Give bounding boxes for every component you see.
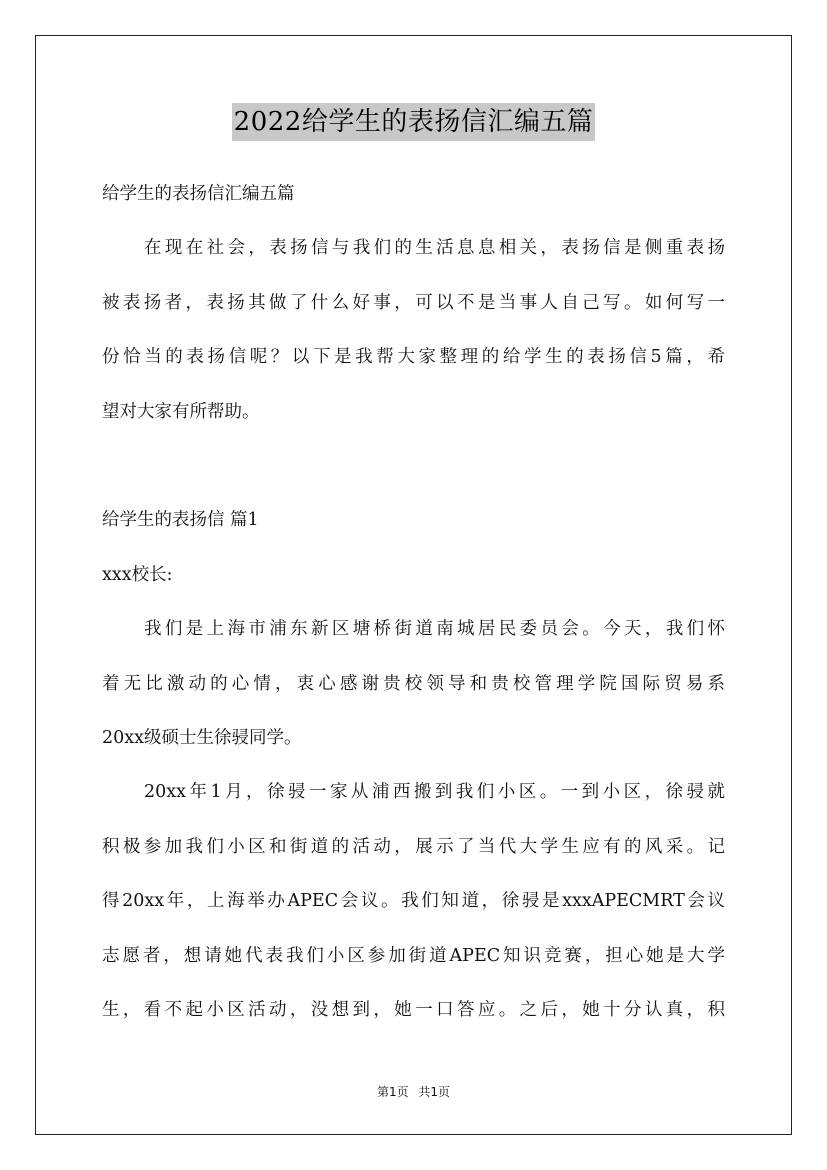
intro-line: 份恰当的表扬信呢？以下是我帮大家整理的给学生的表扬信5篇，希 <box>102 347 725 367</box>
page-number: 第1页 <box>376 1085 409 1099</box>
page-total: 共1页 <box>418 1085 451 1099</box>
body-line: 着无比激动的心情，衷心感谢贵校领导和贵校管理学院国际贸易系 <box>102 674 725 694</box>
subtitle: 给学生的表扬信汇编五篇 <box>102 184 295 204</box>
document-title: 2022给学生的表扬信汇编五篇 <box>232 103 596 141</box>
body-line: 我们是上海市浦东新区塘桥街道南城居民委员会。今天，我们怀 <box>144 619 725 639</box>
body-line: 积极参加我们小区和街道的活动，展示了当代大学生应有的风采。记 <box>102 837 725 857</box>
intro-line: 被表扬者，表扬其做了什么好事，可以不是当事人自己写。如何写一 <box>102 293 725 313</box>
body-line: 得20xx年，上海举办APEC会议。我们知道，徐骎是xxxAPECMRT会议 <box>102 891 725 911</box>
section-heading: 给学生的表扬信 篇1 <box>102 510 259 530</box>
body-line: 20xx年1月，徐骎一家从浦西搬到我们小区。一到小区，徐骎就 <box>144 782 725 802</box>
intro-line: 在现在社会，表扬信与我们的生活息息相关，表扬信是侧重表扬 <box>144 238 725 258</box>
intro-line: 望对大家有所帮助。 <box>102 402 260 422</box>
salutation: xxx校长: <box>102 565 173 585</box>
body-line: 生，看不起小区活动，没想到，她一口答应。之后，她十分认真，积 <box>102 1000 725 1020</box>
body-line: 20xx级硕士生徐骎同学。 <box>102 728 302 748</box>
body-line: 志愿者，想请她代表我们小区参加街道APEC知识竞赛，担心她是大学 <box>102 946 725 966</box>
page-footer <box>0 1083 827 1100</box>
